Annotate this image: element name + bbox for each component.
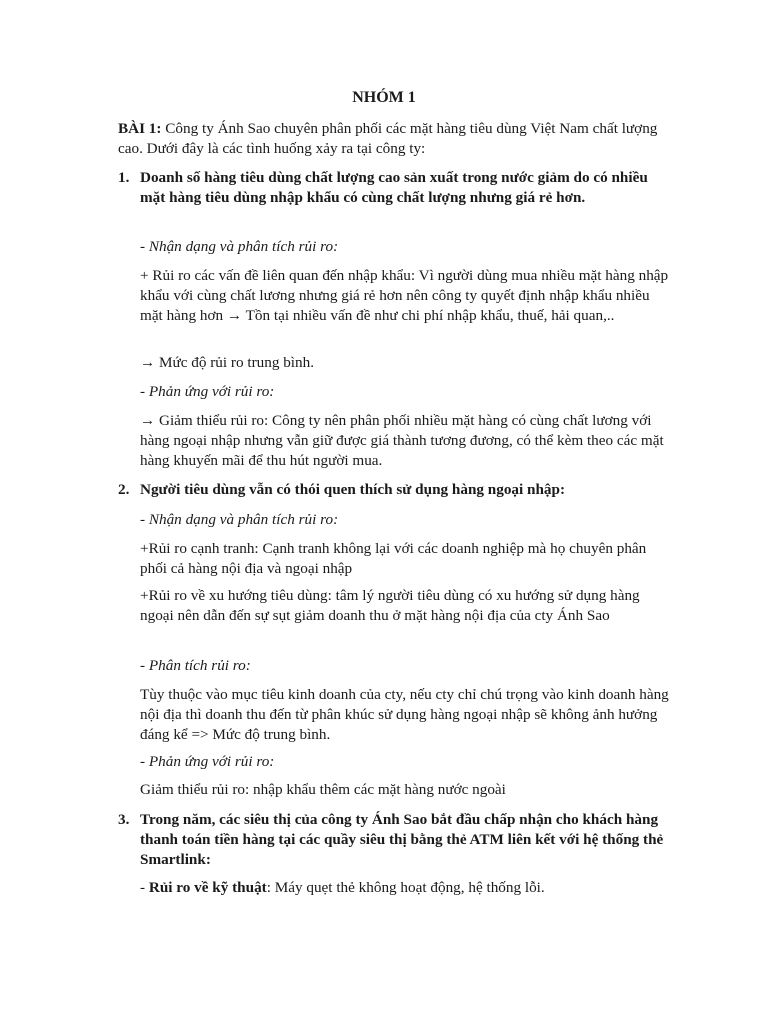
response-text: → Giảm thiểu rủi ro: Công ty nên phân phối nhiều mặt hàng có cùng chất lương với hàng ngoại nhập nhưng vẫn giữ được giá thành tương đương, có thể kèm theo các mặt hàng khuyến mãi để thu hút người mua.	[140, 412, 664, 469]
item-number: 1.	[118, 169, 130, 186]
tech-risk-text: : Máy quẹt thẻ không hoạt động, hệ thống lỗi.	[266, 879, 545, 896]
response-label: - Phản ứng với rủi ro:	[140, 753, 275, 770]
tech-risk-prefix: -	[140, 879, 149, 896]
risk-trend-text: +Rủi ro về xu hướng tiêu dùng: tâm lý người tiêu dùng có xu hướng sử dụng hàng ngoại nên dẫn đến sự sụt giảm doanh thu ở mặt hàng nội địa của cty Ánh Sao	[140, 587, 640, 624]
item-number: 3.	[118, 811, 130, 828]
intro-text: Công ty Ánh Sao chuyên phân phối các mặt hàng tiêu dùng Việt Nam chất lượng cao. Dưới đây là các tình huống xảy ra tại công ty:	[118, 120, 658, 157]
item-heading: Trong năm, các siêu thị của công ty Ánh Sao bắt đầu chấp nhận cho khách hàng thanh toán tiền hàng tại các quầy siêu thị bằng thẻ ATM liên kết với hệ thống thẻ Smartlink:	[140, 811, 664, 868]
exercise-label: BÀI 1:	[118, 120, 162, 137]
item-number: 2.	[118, 481, 130, 498]
intro-paragraph	[118, 119, 678, 159]
identify-label: - Nhận dạng và phân tích rủi ro:	[140, 511, 339, 528]
page-title: NHÓM 1	[352, 89, 416, 106]
risk-competition-text: +Rủi ro cạnh tranh: Cạnh tranh không lại với các doanh nghiệp mà họ chuyên phân phối cả hàng nội địa và ngoại nhập	[140, 540, 647, 577]
tech-risk-label: Rủi ro về kỹ thuật	[148, 879, 267, 896]
risk-level-text: → Mức độ rủi ro trung bình.	[140, 354, 315, 371]
analysis-text: Tùy thuộc vào mục tiêu kinh doanh của cty, nếu cty chỉ chú trọng vào kinh doanh hàng nội địa thì doanh thu đến từ phân khúc sử dụng hàng ngoại nhập sẽ không ảnh hưởng đáng kể => Mức độ trung bình.	[140, 686, 669, 743]
response-label: - Phản ứng với rủi ro:	[140, 383, 275, 400]
risk-text: + Rủi ro các vấn đề liên quan đến nhập khẩu: Vì người dùng mua nhiều mặt hàng nhập khẩu với cùng chất lương nhưng giá rẻ hơn nên công ty quyết định nhập khẩu nhiều mặt hàng hơn → Tồn tại nhiều vấn đề như chi phí nhập khẩu, thuế, hải quan,..	[140, 267, 669, 324]
item-heading: Người tiêu dùng vẫn có thói quen thích sử dụng hàng ngoại nhập:	[140, 481, 566, 498]
item-heading: Doanh số hàng tiêu dùng chất lượng cao sản xuất trong nước giảm do có nhiều mặt hàng tiêu dùng nhập khẩu có cùng chất lượng nhưng giá rẻ hơn.	[140, 169, 648, 206]
response-text: Giảm thiểu rủi ro: nhập khẩu thêm các mặt hàng nước ngoài	[140, 781, 506, 798]
analysis-label: - Phân tích rủi ro:	[140, 657, 251, 674]
tech-risk-paragraph	[140, 878, 670, 898]
identify-label: - Nhận dạng và phân tích rủi ro:	[140, 238, 339, 255]
